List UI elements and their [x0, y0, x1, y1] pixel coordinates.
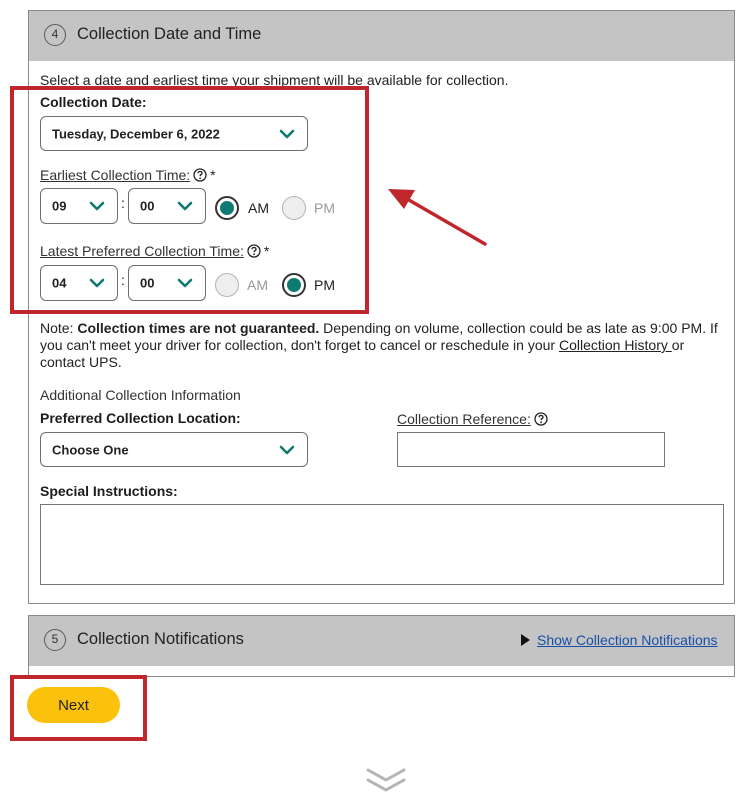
section-intro-text: Select a date and earliest time your shipment will be available for collection.	[40, 72, 509, 88]
special-instructions-label: Special Instructions:	[40, 483, 178, 499]
section-header	[29, 616, 734, 666]
additional-info-heading: Additional Collection Information	[40, 387, 241, 403]
help-icon[interactable]	[534, 412, 548, 426]
step-number-badge: 4	[44, 24, 66, 46]
double-chevron-down-icon[interactable]	[365, 766, 407, 796]
annotation-arrow-icon	[380, 180, 492, 250]
collection-notifications-section	[28, 615, 735, 677]
step-number-badge: 5	[44, 629, 66, 651]
required-asterisk: *	[210, 167, 216, 183]
annotation-highlight-box	[10, 675, 147, 741]
note-text-end: or contact UPS.	[40, 337, 685, 370]
collection-date-value: Tuesday, December 6, 2022	[52, 126, 220, 141]
collection-reference-input[interactable]	[397, 432, 665, 467]
earliest-time-label: Earliest Collection Time:	[40, 167, 191, 183]
preferred-location-label: Preferred Collection Location:	[40, 410, 241, 426]
annotation-highlight-box	[10, 86, 369, 314]
required-asterisk: *	[263, 243, 270, 259]
section-title: Collection Notifications	[77, 630, 244, 648]
latest-hour-value: 04	[52, 275, 67, 291]
earliest-hour-value: 09	[52, 198, 67, 214]
time-separator: :	[121, 272, 125, 288]
show-notifications-toggle[interactable]	[521, 632, 718, 648]
preferred-location-select[interactable]	[40, 432, 308, 467]
note-prefix: Note:	[40, 320, 78, 336]
latest-am-label: AM	[247, 277, 268, 293]
collection-reference-label: Collection Reference:	[397, 411, 531, 427]
collection-history-link[interactable]: Collection History	[558, 337, 672, 353]
earliest-pm-label: PM	[314, 200, 335, 216]
latest-time-label: Latest Preferred Collection Time:	[40, 243, 244, 259]
collection-note	[40, 320, 728, 371]
earliest-minute-value: 00	[140, 198, 155, 214]
section-title: Collection Date and Time	[77, 25, 262, 43]
next-button[interactable]: Next	[27, 687, 120, 723]
chevron-down-icon	[279, 445, 295, 455]
caret-right-icon	[521, 634, 530, 646]
preferred-location-value: Choose One	[52, 442, 129, 457]
section-header	[29, 11, 734, 61]
collection-date-label: Collection Date:	[40, 94, 147, 110]
note-bold: Collection times are not guaranteed.	[77, 320, 320, 336]
special-instructions-textarea[interactable]	[40, 504, 724, 585]
collection-reference-label-row	[397, 410, 548, 428]
earliest-am-label: AM	[248, 200, 269, 216]
time-separator: :	[121, 195, 125, 211]
note-text: Depending on volume, collection could be as late as 9:00 PM. If you can't meet your driver for collection, don't forget to cancel or reschedule in your	[40, 320, 718, 353]
latest-minute-value: 00	[140, 275, 155, 291]
show-notifications-link[interactable]: Show Collection Notifications	[537, 632, 718, 648]
latest-pm-label: PM	[314, 277, 335, 293]
